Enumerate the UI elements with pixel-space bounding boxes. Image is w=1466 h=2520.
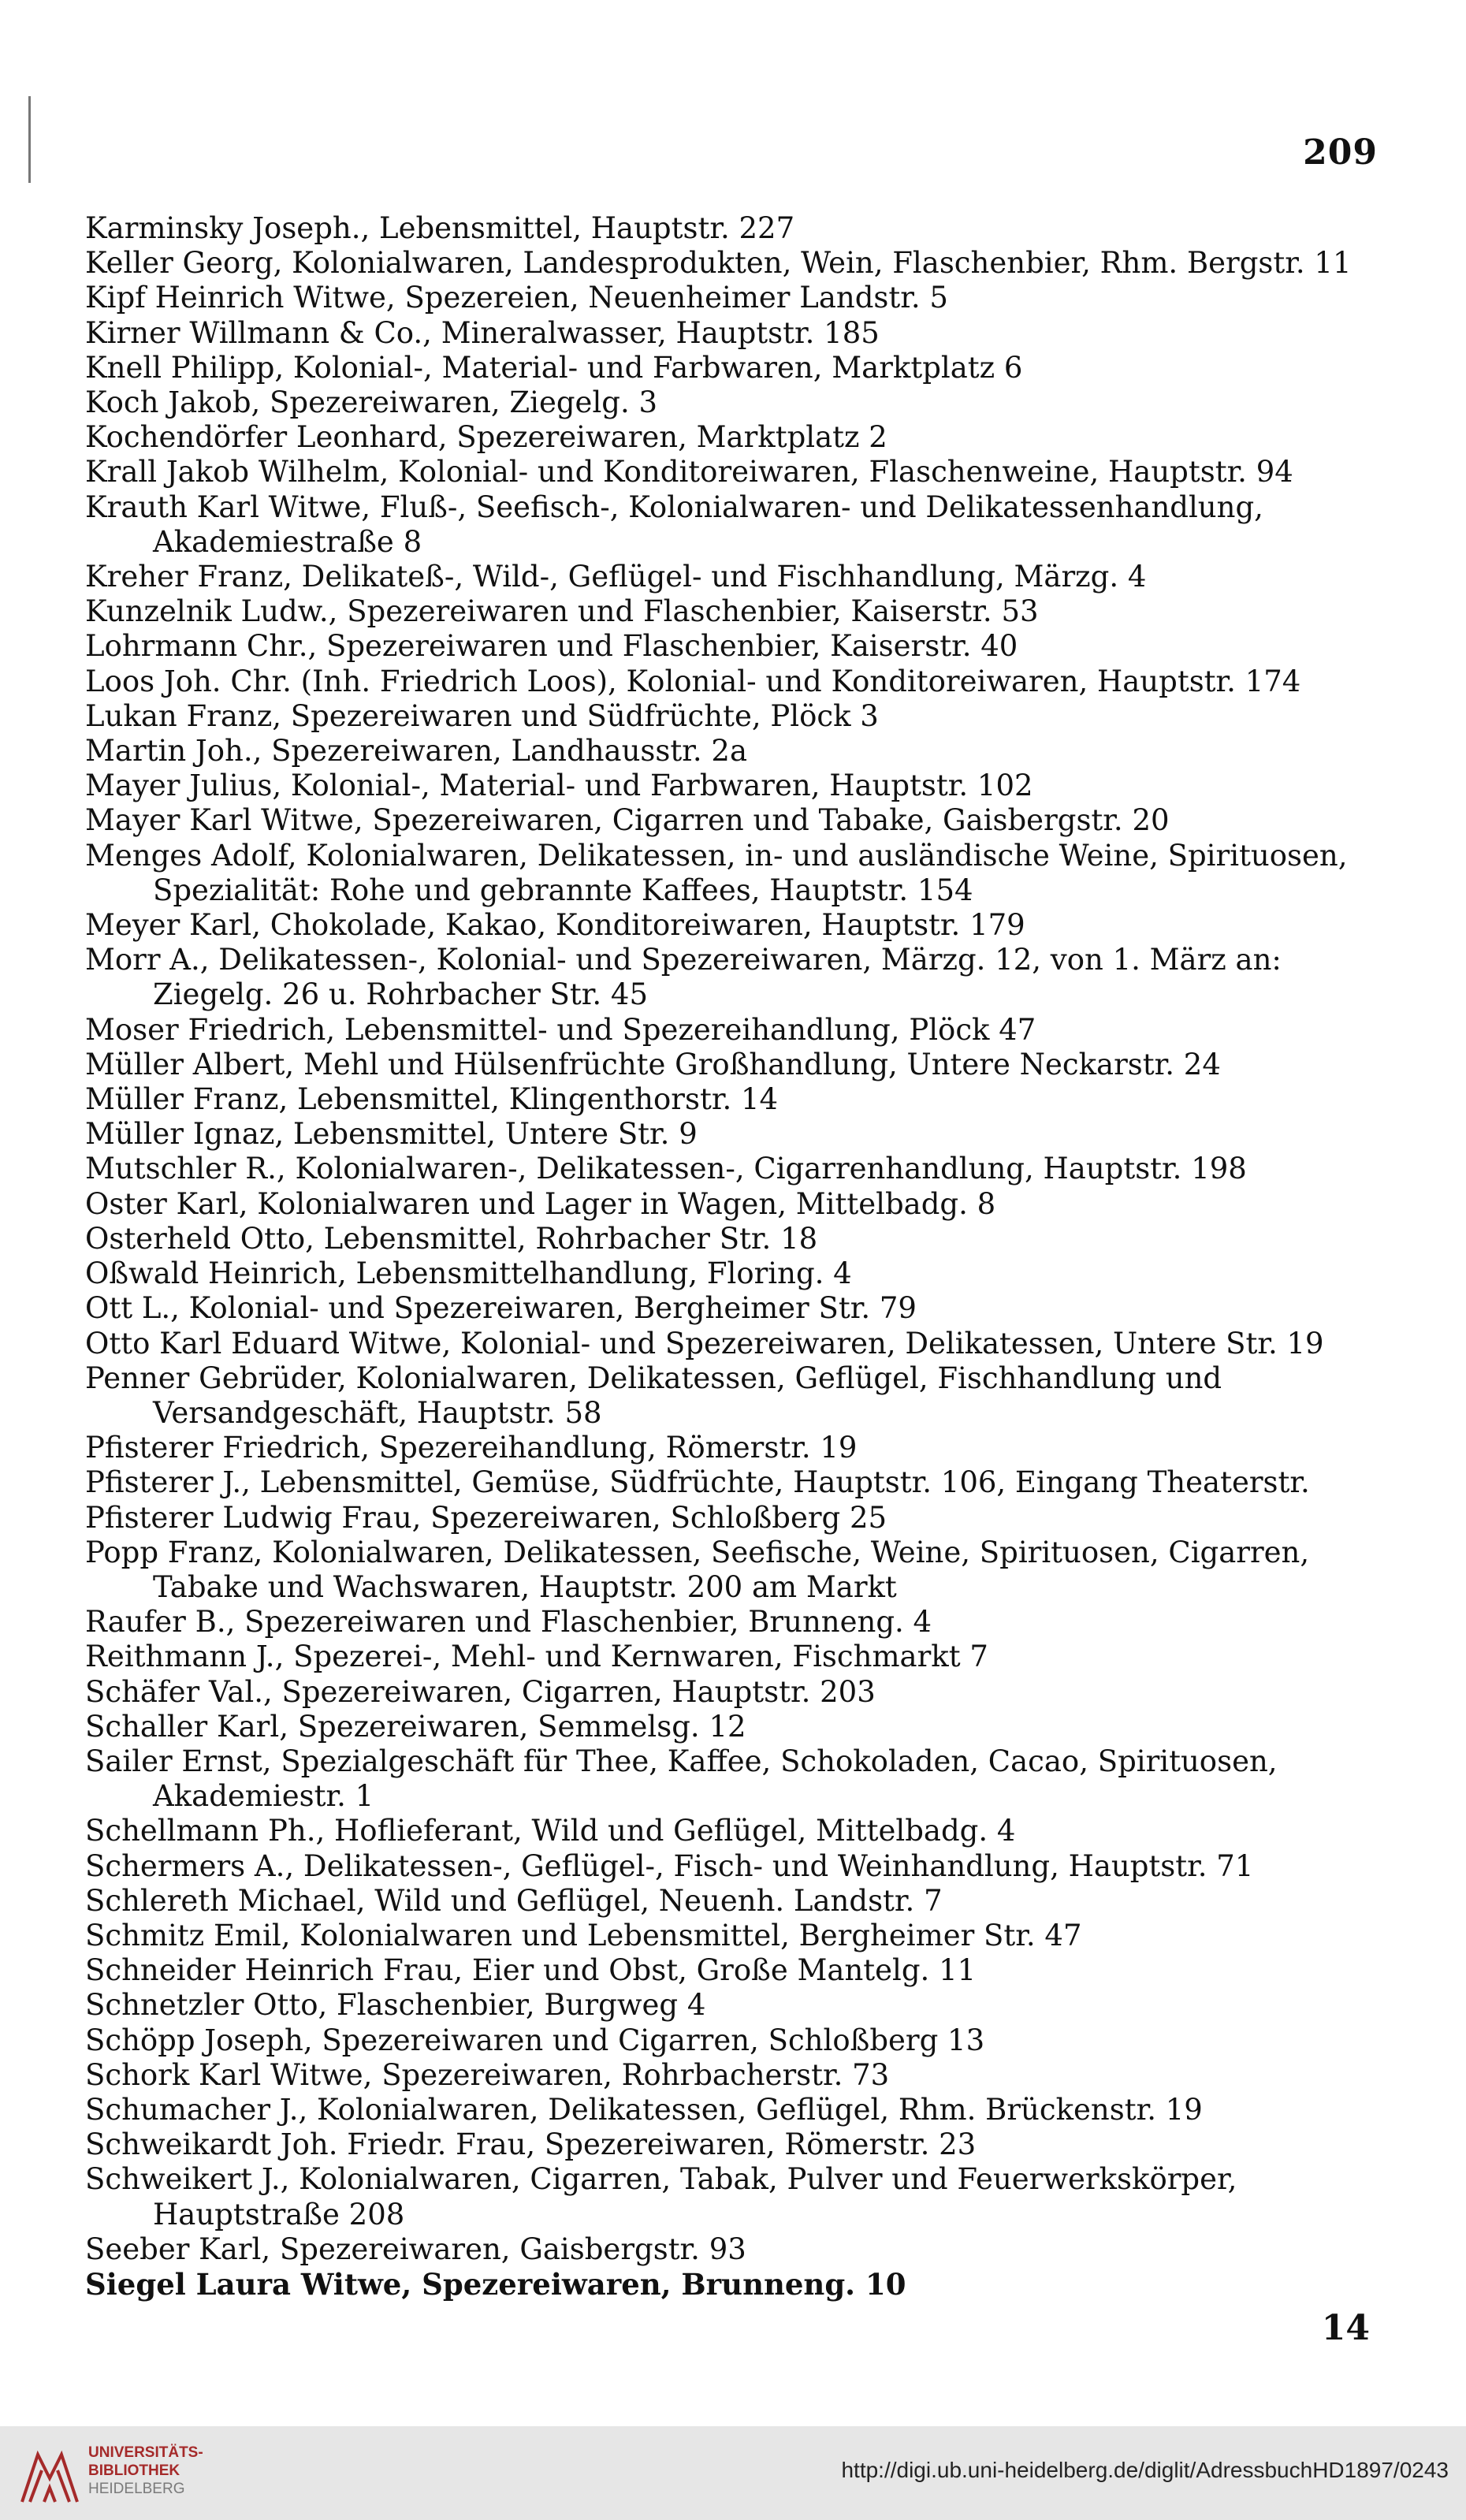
directory-entry: Schneider Heinrich Frau, Eier und Obst, Große Mantelg. 11 — [85, 1953, 977, 1988]
directory-entry: Otto Karl Eduard Witwe, Kolonial- und Spezereiwaren, Delikatessen, Untere Str. 19 — [85, 1326, 1324, 1361]
directory-entry: Pfisterer Ludwig Frau, Spezereiwaren, Schloßberg 25 — [85, 1500, 887, 1535]
directory-entry: Lukan Franz, Spezereiwaren und Südfrüchte, Plöck 3 — [85, 698, 879, 733]
directory-entry: Popp Franz, Kolonialwaren, Delikatessen, Seefische, Weine, Spirituosen, Cigarren, Tabake und Wachswaren, Hauptstr. 200 am Markt — [85, 1535, 1310, 1604]
directory-entry: Karminsky Joseph., Lebensmittel, Hauptstr. 227 — [85, 211, 795, 245]
directory-entry: Koch Jakob, Spezereiwaren, Ziegelg. 3 — [85, 385, 658, 420]
directory-entry: Siegel Laura Witwe, Spezereiwaren, Brunneng. 10 — [85, 2266, 906, 2302]
directory-entry: Oster Karl, Kolonialwaren und Lager in Wagen, Mittelbadg. 8 — [85, 1186, 996, 1221]
directory-entry: Mutschler R., Kolonialwaren-, Delikatessen-, Cigarrenhandlung, Hauptstr. 198 — [85, 1152, 1247, 1186]
directory-entry: Mayer Karl Witwe, Spezereiwaren, Cigarren und Tabake, Gaisbergstr. 20 — [85, 803, 1170, 838]
directory-entry: Sailer Ernst, Spezialgeschäft für Thee, Kaffee, Schokoladen, Cacao, Spirituosen, Akademiestr. 1 — [85, 1744, 1278, 1814]
directory-entry: Penner Gebrüder, Kolonialwaren, Delikatessen, Geflügel, Fischhandlung und Versandgeschäft, Hauptstr. 58 — [85, 1361, 1222, 1430]
directory-entry: Müller Albert, Mehl und Hülsenfrüchte Großhandlung, Untere Neckarstr. 24 — [85, 1047, 1221, 1081]
directory-entry: Raufer B., Spezereiwaren und Flaschenbier, Brunneng. 4 — [85, 1605, 932, 1640]
source-url-link[interactable]: http://digi.ub.uni-heidelberg.de/diglit/AdressbuchHD1897/0243 — [841, 2458, 1449, 2482]
directory-entry: Kunzelnik Ludw., Spezereiwaren und Flaschenbier, Kaiserstr. 53 — [85, 594, 1039, 629]
directory-entry: Schumacher J., Kolonialwaren, Delikatessen, Geflügel, Rhm. Brückenstr. 19 — [85, 2092, 1203, 2127]
directory-entry: Osterheld Otto, Lebensmittel, Rohrbacher Str. 18 — [85, 1221, 818, 1256]
directory-entry: Schäfer Val., Spezereiwaren, Cigarren, Hauptstr. 203 — [85, 1674, 876, 1709]
library-line-3: HEIDELBERG — [88, 2481, 185, 2497]
directory-entry: Schlereth Michael, Wild und Geflügel, Neuenh. Landstr. 7 — [85, 1883, 943, 1918]
directory-entry: Reithmann J., Spezerei-, Mehl- und Kernwaren, Fischmarkt 7 — [85, 1640, 988, 1674]
directory-entry: Schweikert J., Kolonialwaren, Cigarren, Tabak, Pulver und Feuerwerkskörper, Hauptstraße 208 — [85, 2162, 1237, 2232]
directory-entry: Keller Georg, Kolonialwaren, Landesprodukten, Wein, Flaschenbier, Rhm. Bergstr. 11 — [85, 246, 1352, 281]
directory-entry: Kipf Heinrich Witwe, Spezereien, Neuenheimer Landstr. 5 — [85, 281, 948, 315]
directory-entry: Müller Ignaz, Lebensmittel, Untere Str. 9 — [85, 1117, 698, 1152]
signature-number: 14 — [1321, 2308, 1370, 2348]
library-line-2: BIBLIOTHEK — [88, 2462, 180, 2479]
directory-entry: Schmitz Emil, Kolonialwaren und Lebensmittel, Bergheimer Str. 47 — [85, 1918, 1082, 1952]
directory-entry: Kreher Franz, Delikateß-, Wild-, Geflügel- und Fischhandlung, Märzg. 4 — [85, 560, 1147, 594]
library-line-1: UNIVERSITÄTS- — [88, 2444, 203, 2461]
library-name — [88, 2444, 203, 2498]
directory-entry: Mayer Julius, Kolonial-, Material- und Farbwaren, Hauptstr. 102 — [85, 769, 1033, 803]
directory-entry: Pfisterer Friedrich, Spezereihandlung, Römerstr. 19 — [85, 1431, 858, 1465]
directory-entry: Loos Joh. Chr. (Inh. Friedrich Loos), Kolonial- und Konditoreiwaren, Hauptstr. 174 — [85, 664, 1301, 698]
directory-entry: Schnetzler Otto, Flaschenbier, Burgweg 4 — [85, 1988, 706, 2023]
directory-entry: Schermers A., Delikatessen-, Geflügel-, Fisch- und Weinhandlung, Hauptstr. 71 — [85, 1848, 1254, 1883]
directory-entry: Schweikardt Joh. Friedr. Frau, Spezereiwaren, Römerstr. 23 — [85, 2127, 977, 2162]
directory-entry: Lohrmann Chr., Spezereiwaren und Flaschenbier, Kaiserstr. 40 — [85, 629, 1018, 664]
directory-entry: Krall Jakob Wilhelm, Kolonial- und Konditoreiwaren, Flaschenweine, Hauptstr. 94 — [85, 455, 1293, 489]
directory-entry: Moser Friedrich, Lebensmittel- und Spezereihandlung, Plöck 47 — [85, 1012, 1036, 1047]
directory-entry: Morr A., Delikatessen-, Kolonial- und Spezereiwaren, Märzg. 12, von 1. März an: Ziegelg. 26 u. Rohrbacher Str. 45 — [85, 943, 1282, 1012]
directory-entry: Müller Franz, Lebensmittel, Klingenthorstr. 14 — [85, 1082, 779, 1117]
directory-entry: Meyer Karl, Chokolade, Kakao, Konditoreiwaren, Hauptstr. 179 — [85, 908, 1025, 943]
directory-entry: Krauth Karl Witwe, Fluß-, Seefisch-, Kolonialwaren- und Delikatessenhandlung, Akademiestraße 8 — [85, 489, 1263, 559]
scan-edge-mark — [28, 96, 31, 183]
university-seal-icon — [14, 2439, 85, 2510]
directory-entry: Ott L., Kolonial- und Spezereiwaren, Bergheimer Str. 79 — [85, 1291, 917, 1326]
directory-entries — [85, 211, 1378, 2302]
directory-entry: Schellmann Ph., Hoflieferant, Wild und Geflügel, Mittelbadg. 4 — [85, 1814, 1016, 1848]
directory-entry: Martin Joh., Spezereiwaren, Landhausstr. 2a — [85, 734, 747, 769]
directory-entry: Schork Karl Witwe, Spezereiwaren, Rohrbacherstr. 73 — [85, 2057, 890, 2092]
directory-entry: Schaller Karl, Spezereiwaren, Semmelsg. 12 — [85, 1709, 746, 1744]
page-number: 209 — [1303, 132, 1378, 173]
directory-entry: Schöpp Joseph, Spezereiwaren und Cigarren, Schloßberg 13 — [85, 2023, 985, 2057]
library-footer — [0, 2426, 1466, 2520]
directory-entry: Kochendörfer Leonhard, Spezereiwaren, Marktplatz 2 — [85, 420, 887, 455]
directory-entry: Seeber Karl, Spezereiwaren, Gaisbergstr. 93 — [85, 2232, 746, 2266]
directory-entry: Oßwald Heinrich, Lebensmittelhandlung, Floring. 4 — [85, 1256, 852, 1291]
directory-entry: Knell Philipp, Kolonial-, Material- und Farbwaren, Marktplatz 6 — [85, 350, 1023, 385]
directory-entry: Menges Adolf, Kolonialwaren, Delikatessen, in- und ausländische Weine, Spirituosen, Spezialität: Rohe und gebrannte Kaffees, Hauptstr. 154 — [85, 838, 1348, 907]
directory-entry: Pfisterer J., Lebensmittel, Gemüse, Südfrüchte, Hauptstr. 106, Eingang Theaterstr. — [85, 1465, 1310, 1500]
directory-entry: Kirner Willmann & Co., Mineralwasser, Hauptstr. 185 — [85, 315, 880, 350]
